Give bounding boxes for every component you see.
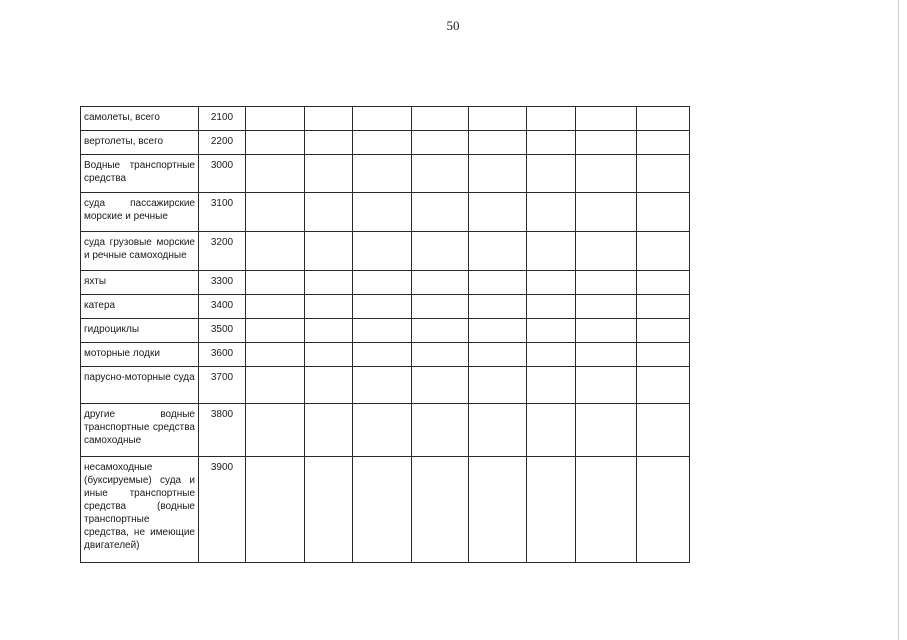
empty-cell [469, 457, 527, 563]
empty-cell [353, 232, 412, 271]
row-name-cell: другие водные транспортные средства самоходные [81, 404, 199, 457]
empty-cell [305, 193, 353, 232]
empty-cell [637, 404, 690, 457]
empty-cell [469, 232, 527, 271]
empty-cell [305, 295, 353, 319]
empty-cell [305, 404, 353, 457]
row-code-cell: 3400 [199, 295, 246, 319]
empty-cell [412, 193, 469, 232]
empty-cell [527, 193, 576, 232]
empty-cell [246, 271, 305, 295]
empty-cell [246, 155, 305, 193]
empty-cell [637, 295, 690, 319]
empty-cell [353, 107, 412, 131]
row-name-cell: Водные транспортные средства [81, 155, 199, 193]
empty-cell [576, 155, 637, 193]
empty-cell [469, 271, 527, 295]
row-name-cell: суда грузовые морские и речные самоходные [81, 232, 199, 271]
empty-cell [576, 232, 637, 271]
empty-cell [469, 319, 527, 343]
empty-cell [469, 367, 527, 404]
empty-cell [305, 319, 353, 343]
row-name-cell: самолеты, всего [81, 107, 199, 131]
empty-cell [637, 367, 690, 404]
page-number: 50 [446, 18, 460, 33]
empty-cell [637, 107, 690, 131]
empty-cell [527, 319, 576, 343]
table-row [81, 107, 690, 131]
table-row [81, 131, 690, 155]
row-code-cell: 3200 [199, 232, 246, 271]
empty-cell [637, 193, 690, 232]
empty-cell [576, 319, 637, 343]
empty-cell [305, 232, 353, 271]
row-name-cell: суда пассажирские морские и речные [81, 193, 199, 232]
empty-cell [527, 457, 576, 563]
table-row [81, 193, 690, 232]
empty-cell [246, 404, 305, 457]
empty-cell [527, 131, 576, 155]
empty-cell [246, 343, 305, 367]
empty-cell [527, 367, 576, 404]
table-body [81, 107, 690, 563]
row-code-cell: 3100 [199, 193, 246, 232]
row-code-cell: 3500 [199, 319, 246, 343]
empty-cell [637, 155, 690, 193]
empty-cell [412, 457, 469, 563]
row-code-cell: 2100 [199, 107, 246, 131]
row-code-cell: 3600 [199, 343, 246, 367]
empty-cell [246, 107, 305, 131]
empty-cell [353, 457, 412, 563]
empty-cell [412, 131, 469, 155]
empty-cell [305, 107, 353, 131]
empty-cell [576, 457, 637, 563]
empty-cell [527, 271, 576, 295]
empty-cell [527, 155, 576, 193]
empty-cell [412, 107, 469, 131]
empty-cell [637, 457, 690, 563]
empty-cell [305, 271, 353, 295]
empty-cell [305, 155, 353, 193]
page-edge [898, 0, 899, 640]
row-code-cell: 3300 [199, 271, 246, 295]
table-row [81, 319, 690, 343]
empty-cell [637, 343, 690, 367]
empty-cell [412, 404, 469, 457]
empty-cell [469, 404, 527, 457]
row-name-cell: вертолеты, всего [81, 131, 199, 155]
empty-cell [469, 155, 527, 193]
empty-cell [246, 319, 305, 343]
empty-cell [637, 131, 690, 155]
empty-cell [353, 404, 412, 457]
row-name-cell: парусно-моторные суда [81, 367, 199, 404]
row-name-cell: моторные лодки [81, 343, 199, 367]
empty-cell [246, 131, 305, 155]
table-row [81, 271, 690, 295]
empty-cell [469, 193, 527, 232]
empty-cell [576, 343, 637, 367]
empty-cell [353, 131, 412, 155]
empty-cell [576, 271, 637, 295]
empty-cell [412, 155, 469, 193]
empty-cell [353, 319, 412, 343]
row-code-cell: 3000 [199, 155, 246, 193]
empty-cell [527, 343, 576, 367]
empty-cell [576, 295, 637, 319]
empty-cell [246, 457, 305, 563]
empty-cell [353, 295, 412, 319]
empty-cell [246, 193, 305, 232]
empty-cell [246, 232, 305, 271]
empty-cell [576, 131, 637, 155]
row-name-cell: катера [81, 295, 199, 319]
empty-cell [305, 457, 353, 563]
empty-cell [576, 107, 637, 131]
row-code-cell: 3700 [199, 367, 246, 404]
table-row [81, 404, 690, 457]
empty-cell [353, 155, 412, 193]
empty-cell [469, 295, 527, 319]
empty-cell [412, 319, 469, 343]
row-name-cell: гидроциклы [81, 319, 199, 343]
empty-cell [305, 367, 353, 404]
empty-cell [469, 107, 527, 131]
table-row [81, 367, 690, 404]
row-code-cell: 3800 [199, 404, 246, 457]
row-code-cell: 2200 [199, 131, 246, 155]
table-row [81, 232, 690, 271]
empty-cell [576, 404, 637, 457]
empty-cell [576, 367, 637, 404]
empty-cell [527, 404, 576, 457]
table-row [81, 155, 690, 193]
empty-cell [576, 193, 637, 232]
empty-cell [527, 232, 576, 271]
empty-cell [305, 343, 353, 367]
empty-cell [527, 295, 576, 319]
table-row [81, 295, 690, 319]
row-code-cell: 3900 [199, 457, 246, 563]
empty-cell [305, 131, 353, 155]
empty-cell [353, 193, 412, 232]
empty-cell [469, 343, 527, 367]
empty-cell [637, 271, 690, 295]
table-row [81, 457, 690, 563]
table-row [81, 343, 690, 367]
empty-cell [527, 107, 576, 131]
empty-cell [469, 131, 527, 155]
empty-cell [412, 271, 469, 295]
vehicle-table [80, 106, 690, 563]
empty-cell [246, 367, 305, 404]
empty-cell [637, 319, 690, 343]
empty-cell [353, 367, 412, 404]
row-name-cell: несамоходные (буксируемые) суда и иные транспортные средства (водные транспортные средства, не имеющие двигателей) [81, 457, 199, 563]
empty-cell [412, 343, 469, 367]
empty-cell [353, 271, 412, 295]
empty-cell [246, 295, 305, 319]
empty-cell [412, 232, 469, 271]
empty-cell [412, 367, 469, 404]
row-name-cell: яхты [81, 271, 199, 295]
empty-cell [637, 232, 690, 271]
empty-cell [412, 295, 469, 319]
empty-cell [353, 343, 412, 367]
